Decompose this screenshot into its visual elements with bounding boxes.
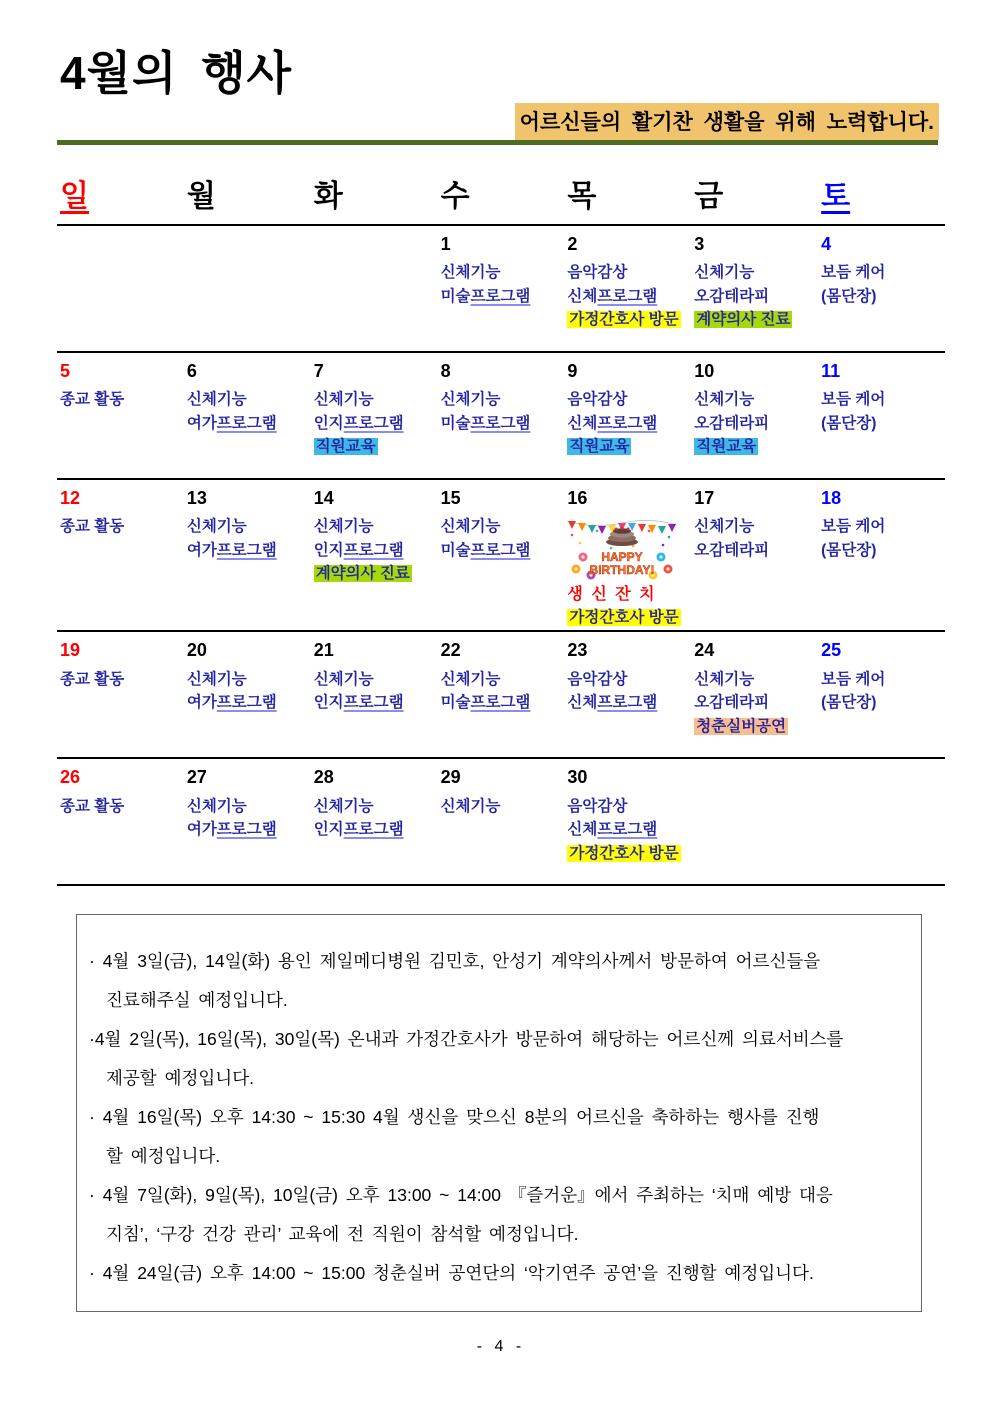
day-number: 27 <box>186 766 207 787</box>
day-number: 20 <box>186 639 207 660</box>
birthday-image-text-line2: BIRTHDAY! <box>589 563 655 578</box>
calendar-day-9 <box>564 353 691 478</box>
calendar-day-20 <box>184 632 311 757</box>
event-label: (몸단장) <box>821 287 877 305</box>
event-label: 신체기능 <box>313 518 374 536</box>
underlined-text: 프로그램 <box>597 287 658 305</box>
day-number: 18 <box>821 487 842 508</box>
event-label <box>314 435 437 459</box>
event-label: 미술프로그램 <box>440 287 531 305</box>
calendar-day-empty <box>311 226 438 351</box>
calendar-day-empty <box>184 226 311 351</box>
calendar-day-12 <box>57 480 184 630</box>
event-label: (몸단장) <box>821 541 877 559</box>
birthday-party-label: 생 신 잔 치 <box>567 586 657 604</box>
day-number: 15 <box>440 487 461 508</box>
weekday-label: 월 <box>186 179 216 213</box>
day-number: 22 <box>440 639 461 660</box>
page-subtitle: 어르신들의 활기찬 생활을 위해 노력합니다. <box>515 103 939 140</box>
event-label: 신체기능 <box>440 518 501 536</box>
event-label: 인지프로그램 <box>313 694 404 712</box>
calendar-day-25 <box>818 632 945 757</box>
day-number: 12 <box>60 487 81 508</box>
underlined-text: 프로그램 <box>216 414 277 432</box>
day-number: 13 <box>186 487 207 508</box>
event-label: 신체기능 <box>440 670 501 688</box>
weekday-label: 토 <box>821 179 851 213</box>
day-number: 14 <box>313 487 334 508</box>
day-number: 17 <box>694 487 715 508</box>
note-line: · 4월 7일(화), 9일(목), 10일(금) 오후 13:00 ~ 14:00 『즐거운』에서 주최하는 ‘치매 예방 대응 <box>89 1184 833 1205</box>
event-label: (몸단장) <box>821 694 877 712</box>
day-number: 30 <box>567 766 588 787</box>
weekday-label: 금 <box>694 179 724 213</box>
event-label: 신체프로그램 <box>567 414 658 432</box>
day-number: 3 <box>694 233 705 254</box>
underlined-text: 프로그램 <box>216 694 277 712</box>
calendar-day-empty <box>818 759 945 884</box>
event-label: 신체프로그램 <box>567 694 658 712</box>
page-title: 4월의 행사 <box>60 47 293 99</box>
event-label: 신체기능 <box>186 391 247 409</box>
underlined-text: 프로그램 <box>343 541 404 559</box>
underlined-text: 프로그램 <box>343 694 404 712</box>
calendar-day-2 <box>564 226 691 351</box>
event-label: 인지프로그램 <box>313 821 404 839</box>
calendar-week-4 <box>57 632 945 759</box>
event-label: 여가프로그램 <box>186 414 277 432</box>
highlighted-event-label: 계약의사 진료 <box>696 311 791 329</box>
day-number: 2 <box>567 233 578 254</box>
calendar-day-13 <box>184 480 311 630</box>
event-label: 인지프로그램 <box>313 541 404 559</box>
event-label: 보듬 케어 <box>821 264 886 282</box>
day-number: 9 <box>567 360 578 381</box>
event-label: 신체기능 <box>440 391 501 409</box>
event-label: 종교 활동 <box>60 797 125 815</box>
event-label: 음악감상 <box>567 797 628 815</box>
birthday-image <box>567 515 677 581</box>
note-line: ·4월 2일(목), 16일(목), 30일(목) 온내과 가정간호사가 방문하여 해당하는 어르신께 의료서비스를 <box>89 1028 844 1049</box>
event-label: 음악감상 <box>567 670 628 688</box>
subtitle-row <box>57 103 945 140</box>
calendar-week-5 <box>57 759 945 886</box>
event-label: (몸단장) <box>821 414 877 432</box>
highlighted-event-label: 직원교육 <box>696 438 757 456</box>
highlighted-event-label: 계약의사 진료 <box>315 565 410 583</box>
event-label <box>567 842 690 866</box>
calendar-week-2 <box>57 353 945 480</box>
day-number: 25 <box>821 639 842 660</box>
event-label: 신체기능 <box>186 670 247 688</box>
calendar-day-23 <box>564 632 691 757</box>
weekday-header-row <box>57 169 945 226</box>
event-label: 신체기능 <box>186 518 247 536</box>
calendar-day-21 <box>311 632 438 757</box>
note-line: 진료해주실 예정입니다. <box>106 989 288 1010</box>
event-label <box>567 308 690 332</box>
april-calendar <box>57 169 945 886</box>
day-number: 11 <box>821 360 841 381</box>
underlined-text: 프로그램 <box>216 541 277 559</box>
day-number: 10 <box>694 360 715 381</box>
note-line: · 4월 3일(금), 14일(화) 용인 제일메디병원 김민호, 안성기 계약의사께서 방문하여 어르신들을 <box>89 950 821 971</box>
note-line: 제공할 예정입니다. <box>106 1067 254 1088</box>
weekday-label: 일 <box>60 179 89 213</box>
calendar-week-3 <box>57 480 945 632</box>
day-number: 4 <box>821 233 832 254</box>
note-line: · 4월 16일(목) 오후 14:30 ~ 15:30 4월 생신을 맞으신 8분의 어르신을 축하하는 행사를 진행 <box>89 1106 820 1127</box>
event-label <box>567 606 690 630</box>
underlined-text: 프로그램 <box>597 821 658 839</box>
weekday-header-mon <box>184 171 311 215</box>
calendar-day-24 <box>691 632 818 757</box>
weekday-header-sat <box>818 171 945 215</box>
weekday-header-thu <box>564 171 691 215</box>
calendar-weeks <box>57 226 945 886</box>
calendar-day-16 <box>564 480 691 630</box>
calendar-day-15 <box>438 480 565 630</box>
event-label: 종교 활동 <box>60 391 125 409</box>
event-label: 여가프로그램 <box>186 821 277 839</box>
day-number: 26 <box>60 766 81 787</box>
calendar-day-14 <box>311 480 438 630</box>
event-label: 종교 활동 <box>60 670 125 688</box>
event-label: 미술프로그램 <box>440 694 531 712</box>
event-label: 신체기능 <box>313 797 374 815</box>
event-label: 인지프로그램 <box>313 414 404 432</box>
event-label: 신체기능 <box>440 264 501 282</box>
calendar-day-22 <box>438 632 565 757</box>
underlined-text: 프로그램 <box>343 414 404 432</box>
weekday-header-fri <box>691 171 818 215</box>
day-number: 5 <box>60 360 71 381</box>
event-label: 오감테라피 <box>694 287 770 305</box>
weekday-label: 수 <box>440 179 470 213</box>
event-label <box>694 715 817 739</box>
calendar-day-6 <box>184 353 311 478</box>
event-label: 신체기능 <box>313 391 374 409</box>
calendar-day-29 <box>438 759 565 884</box>
highlighted-event-label: 직원교육 <box>315 438 376 456</box>
calendar-day-28 <box>311 759 438 884</box>
note-line: · 4월 24일(금) 오후 14:00 ~ 15:00 청춘실버 공연단의 ‘악기연주 공연’을 진행할 예정입니다. <box>89 1262 814 1283</box>
calendar-day-4 <box>818 226 945 351</box>
calendar-day-11 <box>818 353 945 478</box>
day-number: 29 <box>440 766 461 787</box>
calendar-day-17 <box>691 480 818 630</box>
underlined-text: 프로그램 <box>343 821 404 839</box>
event-label: 신체프로그램 <box>567 287 658 305</box>
calendar-day-empty <box>691 759 818 884</box>
calendar-day-8 <box>438 353 565 478</box>
highlighted-event-label: 가정간호사 방문 <box>569 609 679 627</box>
calendar-day-30 <box>564 759 691 884</box>
underlined-text: 프로그램 <box>470 287 531 305</box>
day-number: 28 <box>313 766 334 787</box>
birthday-image-text-line1: HAPPY <box>601 550 644 565</box>
event-label: 신체기능 <box>694 518 755 536</box>
highlighted-event-label: 가정간호사 방문 <box>569 311 679 329</box>
highlighted-event-label: 청춘실버공연 <box>696 717 787 735</box>
calendar-day-3 <box>691 226 818 351</box>
event-label: 신체기능 <box>694 264 755 282</box>
event-label <box>567 435 690 459</box>
calendar-day-10 <box>691 353 818 478</box>
note-line: 지침’, ‘구강 건강 관리’ 교육에 전 직원이 참석할 예정입니다. <box>106 1223 579 1244</box>
highlighted-event-label: 가정간호사 방문 <box>569 844 679 862</box>
event-label: 미술프로그램 <box>440 541 531 559</box>
day-number: 1 <box>440 233 451 254</box>
day-number: 7 <box>313 360 324 381</box>
event-label: 보듬 케어 <box>821 518 886 536</box>
weekday-header-tue <box>311 171 438 215</box>
underlined-text: 프로그램 <box>597 694 658 712</box>
event-label <box>314 562 437 586</box>
page-footer <box>57 1338 945 1356</box>
event-label: 오감테라피 <box>694 694 770 712</box>
calendar-day-19 <box>57 632 184 757</box>
event-label: 미술프로그램 <box>440 414 531 432</box>
day-number: 23 <box>567 639 588 660</box>
event-label: 음악감상 <box>567 264 628 282</box>
event-label: 신체기능 <box>186 797 247 815</box>
event-label: 신체프로그램 <box>567 821 658 839</box>
day-number: 6 <box>186 360 197 381</box>
weekday-label: 화 <box>313 179 343 213</box>
calendar-day-1 <box>438 226 565 351</box>
weekday-header-sun <box>57 171 184 215</box>
calendar-day-18 <box>818 480 945 630</box>
note-line: 할 예정입니다. <box>106 1145 221 1166</box>
event-label: 오감테라피 <box>694 414 770 432</box>
calendar-day-empty <box>57 226 184 351</box>
underlined-text: 프로그램 <box>470 694 531 712</box>
event-label: 신체기능 <box>694 670 755 688</box>
day-number: 19 <box>60 639 81 660</box>
weekday-header-wed <box>438 171 565 215</box>
event-label: 여가프로그램 <box>186 694 277 712</box>
event-label <box>694 435 817 459</box>
underlined-text: 프로그램 <box>597 414 658 432</box>
page-number: - 4 - <box>476 1337 526 1355</box>
highlighted-event-label: 직원교육 <box>569 438 630 456</box>
event-label: 오감테라피 <box>694 541 770 559</box>
event-label: 보듬 케어 <box>821 670 886 688</box>
weekday-label: 목 <box>567 179 597 213</box>
calendar-week-1 <box>57 226 945 353</box>
day-number: 24 <box>694 639 715 660</box>
underlined-text: 프로그램 <box>216 821 277 839</box>
day-number: 21 <box>313 639 334 660</box>
event-label: 보듬 케어 <box>821 391 886 409</box>
calendar-day-26 <box>57 759 184 884</box>
divider-rule <box>57 140 938 145</box>
event-label: 종교 활동 <box>60 518 125 536</box>
calendar-day-7 <box>311 353 438 478</box>
underlined-text: 프로그램 <box>470 414 531 432</box>
day-number: 16 <box>567 487 588 508</box>
calendar-day-27 <box>184 759 311 884</box>
event-label: 신체기능 <box>313 670 374 688</box>
event-label: 신체기능 <box>694 391 755 409</box>
event-label: 여가프로그램 <box>186 541 277 559</box>
event-label <box>694 308 817 332</box>
underlined-text: 프로그램 <box>470 541 531 559</box>
event-label: 음악감상 <box>567 391 628 409</box>
day-number: 8 <box>440 360 451 381</box>
notes-box <box>76 914 922 1312</box>
calendar-day-5 <box>57 353 184 478</box>
event-label: 신체기능 <box>440 797 501 815</box>
